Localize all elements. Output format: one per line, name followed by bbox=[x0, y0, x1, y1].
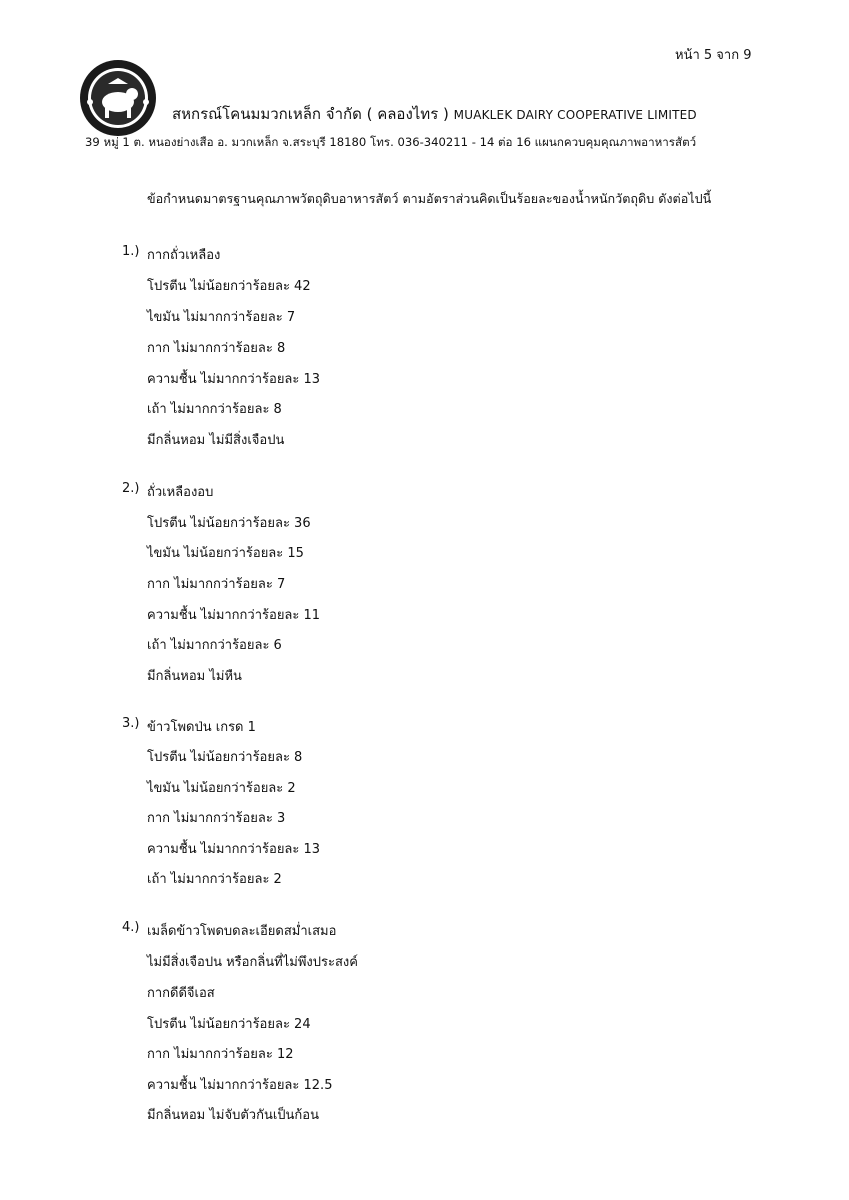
list-item: ความชื้น ไม่มากกว่าร้อยละ 11 bbox=[147, 608, 321, 623]
list-item: ความชื้น ไม่มากกว่าร้อยละ 12.5 bbox=[147, 1078, 333, 1093]
list-item: กาก ไม่มากกว่าร้อยละ 3 bbox=[147, 811, 286, 826]
section-title: ถั่วเหลืองอบ bbox=[147, 485, 214, 500]
list-item: ไม่มีสิ่งเจือปน หรือกลิ่นที่ไม่พึงประสงค์ bbox=[147, 955, 358, 970]
list-item: ไขมัน ไม่น้อยกว่าร้อยละ 2 bbox=[147, 781, 296, 796]
list-item: มีกลิ่นหอม ไม่จับตัวกันเป็นก้อน bbox=[147, 1108, 319, 1123]
cooperative-seal-icon bbox=[78, 58, 158, 138]
list-item: มีกลิ่นหอม ไม่มีสิ่งเจือปน bbox=[147, 433, 285, 448]
list-item: โปรตีน ไม่น้อยกว่าร้อยละ 8 bbox=[147, 750, 303, 765]
organization-name-en: MUAKLEK DAIRY COOPERATIVE LIMITED bbox=[453, 108, 697, 122]
list-item: กาก ไม่มากกว่าร้อยละ 8 bbox=[147, 341, 286, 356]
section-number: 3.) bbox=[122, 716, 140, 731]
organization-name-th: สหกรณ์โคนมมวกเหล็ก จำกัด ( คลองไทร ) bbox=[172, 105, 449, 123]
list-item: เถ้า ไม่มากกว่าร้อยละ 2 bbox=[147, 872, 282, 887]
organization-name bbox=[172, 102, 697, 126]
section-title: เมล็ดข้าวโพดบดละเอียดสม่ำเสมอ bbox=[147, 924, 337, 939]
list-item: กาก ไม่มากกว่าร้อยละ 7 bbox=[147, 577, 286, 592]
list-item: ความชื้น ไม่มากกว่าร้อยละ 13 bbox=[147, 372, 321, 387]
list-item: ไขมัน ไม่น้อยกว่าร้อยละ 15 bbox=[147, 546, 304, 561]
list-item: กากดีดีจีเอส bbox=[147, 986, 215, 1001]
list-item: เถ้า ไม่มากกว่าร้อยละ 8 bbox=[147, 402, 282, 417]
list-item: โปรตีน ไม่น้อยกว่าร้อยละ 42 bbox=[147, 279, 311, 294]
list-item: เถ้า ไม่มากกว่าร้อยละ 6 bbox=[147, 638, 282, 653]
list-item: กาก ไม่มากกว่าร้อยละ 12 bbox=[147, 1047, 294, 1062]
list-item: โปรตีน ไม่น้อยกว่าร้อยละ 36 bbox=[147, 516, 311, 531]
page-number: หน้า 5 จาก 9 bbox=[675, 48, 752, 63]
section-title: กากถั่วเหลือง bbox=[147, 248, 221, 263]
section-number: 2.) bbox=[122, 481, 140, 496]
list-item: ไขมัน ไม่มากกว่าร้อยละ 7 bbox=[147, 310, 296, 325]
section-title: ข้าวโพดป่น เกรด 1 bbox=[147, 720, 256, 735]
intro-text: ข้อกำหนดมาตรฐานคุณภาพวัตถุดิบอาหารสัตว์ ตามอัตราส่วนคิดเป็นร้อยละของน้ำหนักวัตถุดิบ ดังต่อไปนี้ bbox=[147, 191, 712, 206]
list-item: โปรตีน ไม่น้อยกว่าร้อยละ 24 bbox=[147, 1017, 311, 1032]
section-number: 4.) bbox=[122, 920, 140, 935]
organization-address: 39 หมู่ 1 ต. หนองย่างเสือ อ. มวกเหล็ก จ.สระบุรี 18180 โทร. 036-340211 - 14 ต่อ 16 แผนกควบคุมคุณภาพอาหารสัตว์ bbox=[85, 135, 697, 149]
list-item: ความชื้น ไม่มากกว่าร้อยละ 13 bbox=[147, 842, 321, 857]
section-number: 1.) bbox=[122, 244, 140, 259]
list-item: มีกลิ่นหอม ไม่หืน bbox=[147, 669, 242, 684]
